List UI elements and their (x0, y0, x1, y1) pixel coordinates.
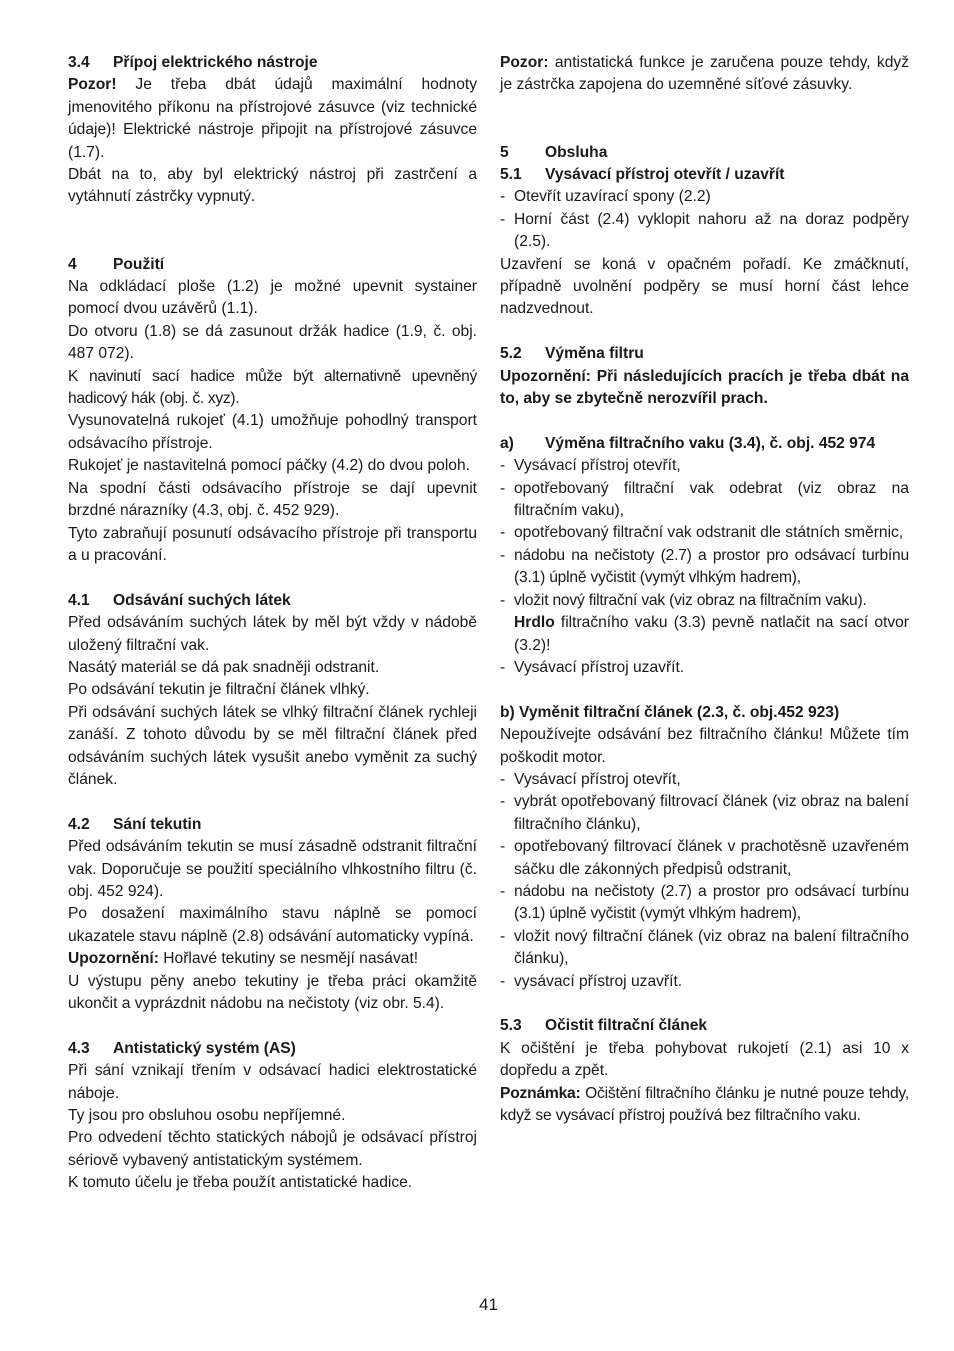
paragraph: K tomuto účelu je třeba použít antistatické hadice. (68, 1174, 413, 1192)
paragraph: Pozor: antistatická funkce je zaručena pouze tehdy, když je zástrčka zapojena do uzemněné síťové zásuvky. (500, 54, 909, 94)
heading-5-3: 5.3 Očistit filtrační článek (500, 1017, 708, 1035)
paragraph: Pro odvedení těchto statických nábojů je odsávací přístroj sériově vybavený antistatickým systémem. (68, 1129, 477, 1169)
heading-5-2: 5.2 Výměna filtru (500, 345, 644, 363)
list-item: - vysávací přístroj uzavřít. (500, 972, 683, 990)
paragraph: Ty jsou pro obsluhou osobu nepříjemné. (68, 1107, 346, 1125)
paragraph: K navinutí sací hadice může být alternativně upevněný hadicový hák (obj. č. xyz). (68, 367, 477, 408)
heading-3-4: 3.4 Přípoj elektrického nástroje (68, 54, 318, 71)
paragraph: U výstupu pěny anebo tekutiny je třeba práci okamžitě ukončit a vyprázdnit nádobu na nečistoty (viz obr. 5.4). (68, 972, 477, 1013)
list-item: - vložit nový filtrační vak (viz obraz na filtračním vaku). (500, 591, 867, 609)
heading-5-1: 5.1 Vysávací přístroj otevřít / uzavřít (500, 166, 785, 184)
paragraph: Uzavření se koná v opačném pořadí. Ke zmáčknutí, případně uvolnění podpěry se musí horní část lehce nadzvednout. (500, 255, 909, 318)
paragraph: Rukojeť je nastavitelná pomocí páčky (4.2) do dvou poloh. (68, 457, 470, 475)
paragraph: Před odsáváním suchých látek by měl být vždy v nádobě uložený filtrační vak. (68, 614, 477, 654)
list-item: - Otevřít uzavírací spony (2.2) (500, 188, 711, 206)
paragraph: Při odsávání suchých látek se vlhký filtrační článek rychleji zanáší. Z tohoto důvodu by se měl filtrační článek před odsáváním suchých látek vysušit anebo vyměnit za suchý článek. (68, 703, 477, 788)
list-item: - vybrát opotřebovaný filtrovací článek (viz obraz na balení filtračního článku), (500, 793, 909, 833)
list-item: - nádobu na nečistoty (2.7) a prostor pro odsávací turbínu (3.1) úplně vyčistit (vymýt vlhkým hadrem), (500, 882, 909, 923)
list-item: - Horní část (2.4) vyklopit nahoru až na doraz podpěry (2.5). (500, 210, 909, 251)
paragraph: Pozor! Je třeba dbát údajů maximální hodnoty jmenovitého příkonu na přístrojové zásuvce (viz technické údaje)! Elektrické nástroje připojit na přístrojové zásuvce (1.7). (68, 76, 477, 161)
heading-4-3: 4.3 Antistatický systém (AS) (68, 1039, 296, 1057)
paragraph: K očištění je třeba pohybovat rukojetí (2.1) asi 10 x dopředu a zpět. (500, 1039, 909, 1080)
heading-5: 5 Obsluha (500, 143, 608, 161)
paragraph: Upozornění: Hořlavé tekutiny se nesmějí nasávat! (68, 950, 419, 968)
heading-4-2: 4.2 Sání tekutin (68, 815, 202, 833)
paragraph: Při sání vznikají třením v odsávací hadici elektrostatické náboje. (68, 1062, 477, 1102)
page-number: 41 (479, 1295, 498, 1314)
heading-b: b) Vyměnit filtrační článek (2.3, č. obj.452 923) (500, 703, 840, 721)
list-item: - opotřebovaný filtrační vak odstranit dle státních směrnic, (500, 524, 904, 542)
paragraph: Po odsávání tekutin je filtrační článek vlhký. (68, 681, 370, 699)
list-item: - Vysávací přístroj otevřít, (500, 457, 681, 475)
list-item: - opotřebovaný filtrační vak odebrat (viz obraz na filtračním vaku), (500, 479, 909, 520)
heading-4-1: 4.1 Odsávání suchých látek (68, 591, 291, 609)
paragraph: Hrdlo filtračního vaku (3.3) pevně natlačit na sací otvor (3.2)! (514, 614, 909, 654)
warning-note: Upozornění: Při následujících pracích je třeba dbát na to, aby se zbytečně nerozvířil prach. (500, 367, 909, 408)
list-item: - vložit nový filtrační článek (viz obraz na balení filtračního článku), (500, 927, 909, 968)
paragraph: Před odsáváním tekutin se musí zásadně odstranit filtrační vak. Doporučuje se použití speciálního vlhkostního filtru (č. obj. 452 924). (68, 838, 477, 900)
right-column (500, 52, 909, 1127)
paragraph: Vysunovatelná rukojeť (4.1) umožňuje pohodlný transport odsávacího přístroje. (68, 412, 477, 452)
left-column (68, 52, 477, 1195)
list-item: - nádobu na nečistoty (2.7) a prostor pro odsávací turbínu (3.1) úplně vyčistit (vymýt vlhkým hadrem), (500, 546, 909, 587)
heading-a: a) Výměna filtračního vaku (3.4), č. obj. 452 974 (500, 434, 876, 452)
paragraph: Tyto zabraňují posunutí odsávacího přístroje při transportu a u pracování. (68, 524, 477, 564)
paragraph: Nepoužívejte odsávání bez filtračního článku! Můžete tím poškodit motor. (500, 726, 909, 766)
paragraph: Nasátý materiál se dá pak snadněji odstranit. (68, 658, 380, 676)
heading-4: 4 Použití (68, 255, 165, 273)
paragraph: Dbát na to, aby byl elektrický nástroj při zastrčení a vytáhnutí zástrčky vypnutý. (68, 166, 477, 206)
paragraph: Na odkládací ploše (1.2) je možné upevnit systainer pomocí dvou uzávěrů (1.1). (68, 278, 477, 318)
list-item: - opotřebovaný filtrovací článek v prachotěsně uzavřeném sáčku dle zákonných předpisů odstranit, (500, 838, 909, 878)
paragraph: Poznámka: Očištění filtračního článku je nutné pouze tehdy, když se vysávací přístroj používá bez filtračního vaku. (500, 1084, 909, 1125)
paragraph: Do otvoru (1.8) se dá zasunout držák hadice (1.9, č. obj. 487 072). (68, 322, 477, 363)
paragraph: Na spodní části odsávacího přístroje se dají upevnit brzdné nárazníky (4.3, obj. č. 452 929). (68, 479, 477, 520)
list-item: - Vysávací přístroj otevřít, (500, 770, 681, 788)
paragraph: Po dosažení maximálního stavu náplně se pomocí ukazatele stavu náplně (2.8) odsávání automaticky vypíná. (68, 905, 477, 945)
list-item: - Vysávací přístroj uzavřít. (500, 658, 685, 676)
